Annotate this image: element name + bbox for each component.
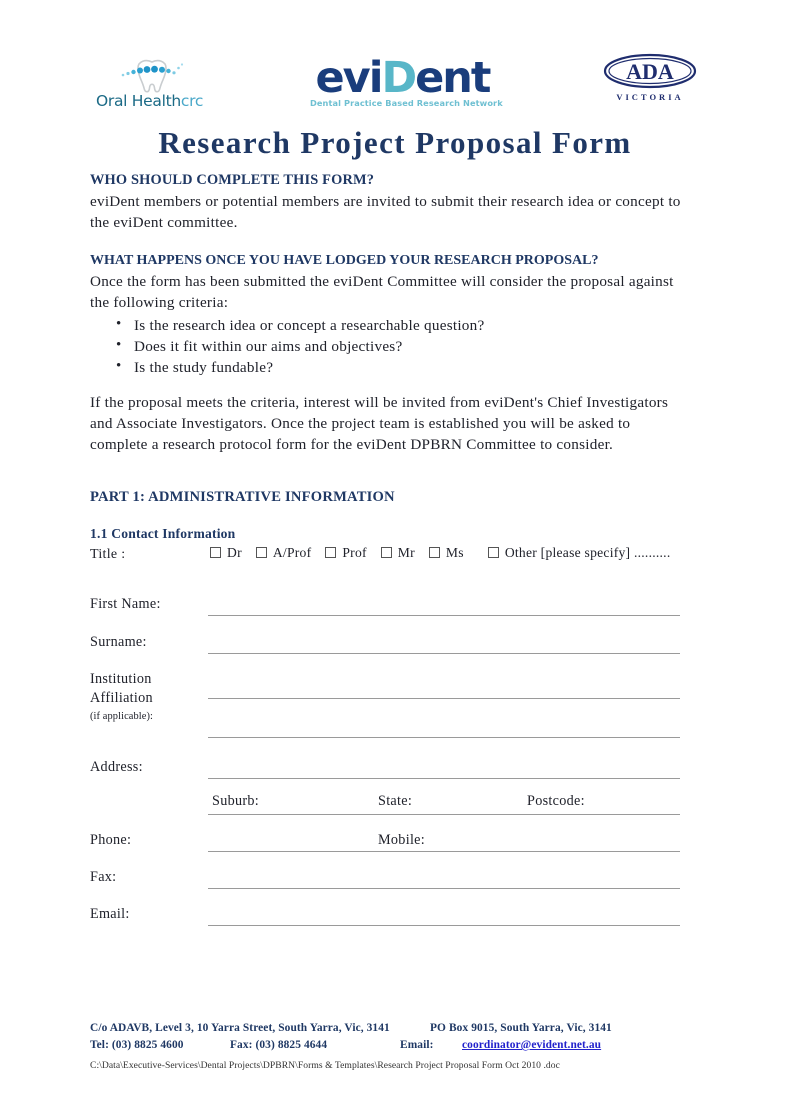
- institution-label-line1: Institution: [90, 671, 152, 687]
- email-label: Email:: [90, 906, 130, 922]
- evident-part-1: evi: [315, 53, 382, 103]
- title-label: Title :: [90, 547, 126, 562]
- ada-victoria-subtitle: VICTORIA: [616, 92, 684, 102]
- ada-victoria-logo: [598, 52, 702, 114]
- closing-paragraph: If the proposal meets the criteria, interest will be invited from eviDent's Chief Investigators and Associate Investigators. Once the project team is established you will be asked to complete a research protocol form for the eviDent DPBRN Committee to consider.: [90, 394, 669, 453]
- institution-label-line2: Affiliation: [90, 690, 153, 706]
- checkbox-label: Mr: [397, 545, 415, 560]
- suburb-label: Suburb:: [212, 793, 263, 810]
- surname-input[interactable]: [208, 653, 680, 654]
- footer-email-label: Email:: [400, 1039, 434, 1051]
- logo-header-row: [0, 48, 790, 120]
- checkbox-label: A/Prof: [272, 545, 312, 560]
- institution-label-note: (if applicable):: [90, 711, 154, 722]
- institution-input[interactable]: [208, 698, 680, 699]
- email-input[interactable]: [208, 925, 680, 926]
- what-happens-body: Once the form has been submitted the eviDent Committee will consider the proposal against the following criteria:: [90, 273, 674, 311]
- surname-label: Surname:: [90, 634, 147, 650]
- checkbox-box-icon[interactable]: [381, 547, 392, 558]
- address-label: Address:: [90, 759, 143, 775]
- address-input-line1[interactable]: [208, 737, 680, 738]
- part1-heading: PART 1: ADMINISTRATIVE INFORMATION: [90, 489, 395, 505]
- checkbox-label: Ms: [445, 545, 464, 560]
- footer-address-left: C/o ADAVB, Level 3, 10 Yarra Street, South Yarra, Vic, 3141: [90, 1022, 390, 1034]
- who-should-complete-heading: WHO SHOULD COMPLETE THIS FORM?: [90, 172, 375, 188]
- postcode-label: Postcode:: [527, 793, 589, 810]
- evident-tagline: Dental Practice Based Research Network: [310, 98, 503, 108]
- evident-part-2: D: [381, 53, 416, 103]
- ada-oval-icon: [602, 52, 698, 90]
- page-footer: [90, 1022, 710, 1056]
- checkbox-mr[interactable]: [381, 545, 415, 561]
- first-name-input[interactable]: [208, 615, 680, 616]
- checkbox-box-icon[interactable]: [488, 547, 499, 558]
- phone-label: Phone:: [90, 832, 132, 848]
- footer-contact-row: [90, 1039, 710, 1056]
- checkbox-ms[interactable]: [429, 545, 464, 561]
- what-happens-heading: WHAT HAPPENS ONCE YOU HAVE LODGED YOUR RESEARCH PROPOSAL?: [90, 253, 599, 268]
- checkbox-label: Other [please specify] ..........: [504, 545, 671, 560]
- evident-part-3: ent: [415, 53, 490, 103]
- title-checkbox-row: [90, 545, 690, 567]
- footer-address-row: [90, 1022, 710, 1039]
- checkbox-label: Dr: [227, 545, 242, 560]
- contact-form-fields: [90, 591, 690, 931]
- first-name-label: First Name:: [90, 596, 161, 612]
- fax-input[interactable]: [208, 888, 680, 889]
- who-should-complete-body: eviDent members or potential members are invited to submit their research idea or concept to the eviDent committee.: [90, 193, 681, 231]
- footer-email-link[interactable]: coordinator@evident.net.au: [462, 1039, 602, 1051]
- phone-mobile-input[interactable]: [208, 851, 680, 852]
- title-options-group: [210, 545, 670, 561]
- page-title: Research Project Proposal Form: [158, 125, 632, 160]
- oral-health-crc-name: Oral Health: [96, 92, 181, 110]
- oral-health-crc-wordmark: [96, 92, 211, 110]
- checkbox-box-icon[interactable]: [210, 547, 221, 558]
- checkbox-label: Prof: [342, 545, 367, 560]
- evident-logo: [310, 48, 503, 118]
- oral-health-crc-logo: [96, 56, 211, 118]
- address-input-line2[interactable]: [208, 778, 680, 779]
- list-item: • Does it fit within our aims and objectives?: [134, 336, 690, 357]
- checkbox-aprof[interactable]: [256, 545, 312, 561]
- fax-label: Fax:: [90, 869, 117, 885]
- mobile-label: Mobile:: [378, 832, 429, 849]
- criteria-list: [90, 315, 690, 378]
- list-item: • Is the research idea or concept a researchable question?: [134, 315, 690, 336]
- list-item: • Is the study fundable?: [134, 357, 690, 378]
- tooth-icon: [116, 56, 188, 96]
- document-body: [90, 172, 690, 567]
- evident-wordmark: [310, 53, 495, 103]
- footer-address-right: PO Box 9015, South Yarra, Vic, 3141: [430, 1022, 612, 1034]
- checkbox-prof[interactable]: [325, 545, 366, 561]
- svg-text:ADA: ADA: [626, 59, 674, 84]
- suburb-state-postcode-input[interactable]: [208, 814, 680, 815]
- footer-file-path: C:\Data\Executive-Services\Dental Projects\DPBRN\Forms & Templates\Research Project Proposal Form Oct 2010 .doc: [90, 1060, 560, 1071]
- state-label: State:: [378, 793, 416, 810]
- footer-fax: Fax: (03) 8825 4644: [230, 1039, 328, 1051]
- checkbox-other[interactable]: [488, 545, 671, 561]
- checkbox-dr[interactable]: [210, 545, 242, 561]
- oral-health-crc-suffix: crc: [180, 92, 204, 110]
- checkbox-box-icon[interactable]: [429, 547, 440, 558]
- contact-information-subheading: 1.1 Contact Information: [90, 526, 236, 541]
- checkbox-box-icon[interactable]: [325, 547, 336, 558]
- checkbox-box-icon[interactable]: [256, 547, 267, 558]
- footer-tel: Tel: (03) 8825 4600: [90, 1039, 184, 1051]
